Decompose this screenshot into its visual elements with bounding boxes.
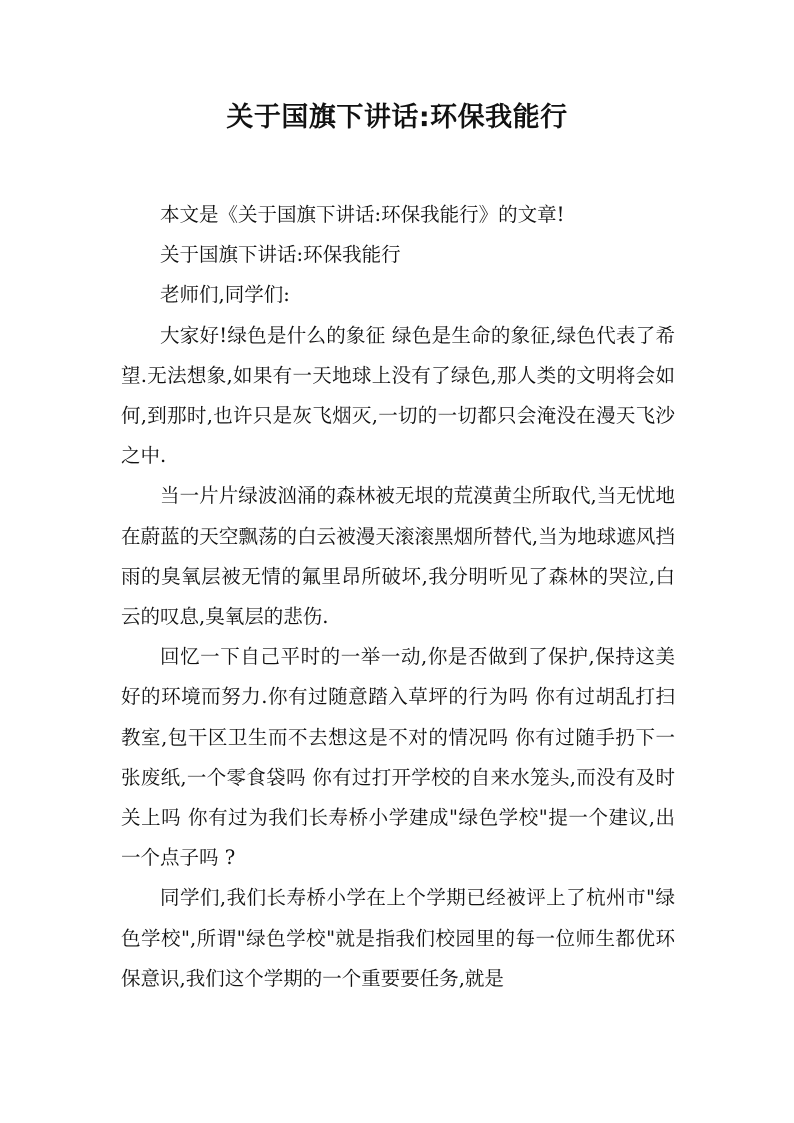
body-paragraph: 大家好!绿色是什么的象征 绿色是生命的象征,绿色代表了希望.无法想象,如果有一天地球上没有了绿色,那人类的文明将会如何,到那时,也许只是灰飞烟灭,一切的一切都只会淹没在漫天飞沙之中.	[121, 323, 675, 468]
body-paragraph: 同学们,我们长寿桥小学在上个学期已经被评上了杭州市"绿色学校",所谓"绿色学校"就是指我们校园里的每一位师生都优环保意识,我们这个学期的一个重要要任务,就是	[121, 886, 675, 990]
body-paragraph: 当一片片绿波汹涌的森林被无垠的荒漠黄尘所取代,当无忧地在蔚蓝的天空飘荡的白云被漫天滚滚黑烟所替代,当为地球遮风挡雨的臭氧层被无情的氟里昂所破坏,我分明听见了森林的哭泣,白云的叹息,臭氧层的悲伤.	[121, 484, 675, 629]
body-paragraph: 回忆一下自己平时的一举一动,你是否做到了保护,保持这美好的环境而努力.你有过随意踏入草坪的行为吗 你有过胡乱打扫教室,包干区卫生而不去想这是不对的情况吗 你有过随手扔下一张废纸,一个零食袋吗 你有过打开学校的自来水笼头,而没有及时关上吗 你有过为我们长寿桥小学建成"绿色学校"提一个建议,出一个点子吗 ?	[121, 645, 675, 870]
subtitle-paragraph: 关于国旗下讲话:环保我能行	[160, 243, 401, 267]
document-title: 关于国旗下讲话:环保我能行	[226, 102, 568, 133]
document-body	[121, 195, 675, 999]
intro-paragraph: 本文是《关于国旗下讲话:环保我能行》的文章!	[160, 203, 565, 226]
greeting-paragraph: 老师们,同学们:	[160, 283, 290, 307]
